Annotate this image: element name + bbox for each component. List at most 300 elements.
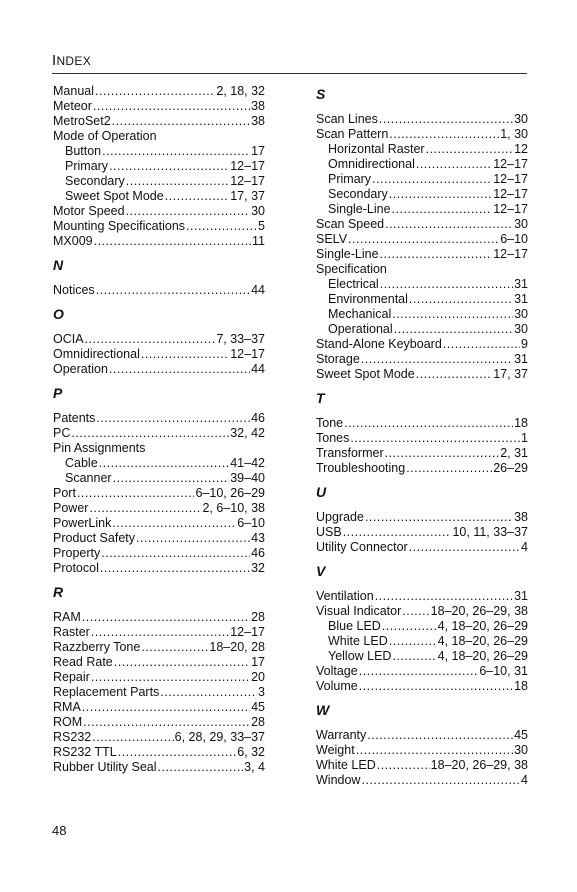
entry-term: Ventilation <box>316 589 374 603</box>
index-entry <box>53 700 265 715</box>
entry-term: Warranty <box>316 728 367 742</box>
dot-leader <box>365 510 513 525</box>
index-subentry <box>316 172 528 187</box>
dot-leader <box>389 127 499 142</box>
entry-term: Manual <box>53 84 94 98</box>
section-letter: U <box>316 484 327 500</box>
entry-term: Voltage <box>316 664 358 678</box>
entry-pages: 11 <box>252 234 265 248</box>
index-subentry <box>316 202 528 217</box>
entry-pages: 12–17 <box>493 247 528 261</box>
index-entry <box>316 525 528 540</box>
section-letter: T <box>316 390 325 406</box>
index-entry <box>316 540 528 555</box>
index-subentry <box>316 157 528 172</box>
dot-leader <box>93 99 250 114</box>
index-entry <box>316 758 528 773</box>
index-subentry <box>53 159 265 174</box>
entry-term: PC <box>53 426 71 440</box>
entry-pages: 45 <box>514 728 528 742</box>
entry-pages: 44 <box>251 362 265 376</box>
entry-term: Transformer <box>316 446 384 460</box>
index-entry <box>316 217 528 232</box>
entry-term: Mechanical <box>328 307 392 321</box>
dot-leader <box>385 217 513 232</box>
entry-pages: 41–42 <box>230 456 265 470</box>
dot-leader <box>141 347 229 362</box>
index-entry <box>316 262 528 277</box>
dot-leader <box>96 411 250 426</box>
dot-leader <box>409 292 513 307</box>
dot-leader <box>406 461 492 476</box>
entry-pages: 18–20, 26–29, 38 <box>430 604 528 618</box>
entry-term: Rubber Utility Seal <box>53 760 157 774</box>
entry-pages: 10, 11, 33–37 <box>452 525 528 539</box>
index-entry <box>316 112 528 127</box>
index-subentry <box>316 307 528 322</box>
entry-term: RMA <box>53 700 81 714</box>
dot-leader <box>344 416 513 431</box>
index-entry <box>316 604 528 619</box>
dot-leader <box>343 525 452 540</box>
index-entry <box>53 625 265 640</box>
dot-leader <box>416 367 493 382</box>
entry-pages: 45 <box>251 700 265 714</box>
index-entry <box>53 760 265 775</box>
index-entry <box>53 501 265 516</box>
index-entry <box>53 441 265 456</box>
dot-leader <box>377 758 430 773</box>
index-entry <box>53 655 265 670</box>
index-subentry <box>316 619 528 634</box>
dot-leader <box>409 540 520 555</box>
index-entry <box>53 426 265 441</box>
dot-leader <box>113 471 230 486</box>
entry-pages: 32 <box>251 561 265 575</box>
entry-pages: 28 <box>251 610 265 624</box>
entry-term: Specification <box>316 262 387 276</box>
dot-leader <box>392 202 493 217</box>
entry-pages: 2, 31 <box>500 446 528 460</box>
entry-term: Mounting Specifications <box>53 219 186 233</box>
entry-term: Port <box>53 486 76 500</box>
dot-leader <box>426 142 514 157</box>
entry-pages: 12–17 <box>230 625 265 639</box>
index-entry <box>316 367 528 382</box>
dot-leader <box>379 112 513 127</box>
index-entry <box>53 283 265 298</box>
entry-pages: 30 <box>251 204 265 218</box>
entry-pages: 12–17 <box>493 172 528 186</box>
entry-term: Product Safety <box>53 531 135 545</box>
entry-term: Meteor <box>53 99 92 113</box>
entry-term: Scan Lines <box>316 112 378 126</box>
index-entry <box>53 670 265 685</box>
index-entry <box>53 84 265 99</box>
entry-pages: 18–20, 28 <box>209 640 265 654</box>
entry-term: Razzberry Tone <box>53 640 141 654</box>
entry-pages: 17 <box>251 655 265 669</box>
dot-leader <box>372 172 492 187</box>
entry-pages: 6–10 <box>237 516 265 530</box>
entry-pages: 6–10, 26–29 <box>195 486 265 500</box>
index-entry <box>316 431 528 446</box>
index-entry <box>53 546 265 561</box>
index-subentry <box>316 649 528 664</box>
entry-term: Property <box>53 546 101 560</box>
section-letter: S <box>316 86 326 102</box>
dot-leader <box>359 679 513 694</box>
entry-term: Cable <box>65 456 98 470</box>
dot-leader <box>186 219 257 234</box>
dot-leader <box>392 649 436 664</box>
entry-term: Omnidirectional <box>328 157 415 171</box>
dot-leader <box>367 728 513 743</box>
dot-leader <box>136 531 250 546</box>
entry-term: Sweet Spot Mode <box>316 367 415 381</box>
entry-term: Troubleshooting <box>316 461 406 475</box>
section-letter: R <box>53 584 64 600</box>
entry-term: Motor Speed <box>53 204 125 218</box>
dot-leader <box>359 664 479 679</box>
dot-leader <box>109 362 250 377</box>
entry-pages: 2, 6–10, 38 <box>202 501 265 515</box>
dot-leader <box>160 685 257 700</box>
entry-term: Environmental <box>328 292 408 306</box>
index-entry <box>316 416 528 431</box>
section-letter: W <box>316 702 330 718</box>
entry-pages: 3 <box>258 685 265 699</box>
entry-term: MX009 <box>53 234 93 248</box>
dot-leader <box>96 283 250 298</box>
dot-leader <box>394 322 513 337</box>
entry-term: White LED <box>316 758 376 772</box>
dot-leader <box>109 159 229 174</box>
dot-leader <box>92 730 173 745</box>
entry-term: RS232 TTL <box>53 745 117 759</box>
index-subentry <box>53 456 265 471</box>
entry-pages: 31 <box>514 292 528 306</box>
index-entry <box>53 204 265 219</box>
entry-term: Repair <box>53 670 90 684</box>
entry-pages: 6–10 <box>500 232 528 246</box>
dot-leader <box>82 700 250 715</box>
dot-leader <box>112 516 236 531</box>
index-subentry <box>316 292 528 307</box>
entry-pages: 12–17 <box>493 202 528 216</box>
dot-leader <box>389 634 437 649</box>
entry-pages: 39–40 <box>230 471 265 485</box>
entry-pages: 4, 18–20, 26–29 <box>437 634 528 648</box>
index-entry <box>316 232 528 247</box>
entry-pages: 32, 42 <box>230 426 265 440</box>
page-header <box>52 52 527 74</box>
index-entry <box>53 234 265 249</box>
index-entry <box>53 685 265 700</box>
entry-pages: 20 <box>251 670 265 684</box>
title-rest: NDEX <box>56 54 92 68</box>
entry-pages: 31 <box>514 589 528 603</box>
entry-pages: 4 <box>521 540 528 554</box>
page-number: 48 <box>52 823 67 838</box>
entry-term: Patents <box>53 411 96 425</box>
entry-term: RS232 <box>53 730 92 744</box>
entry-term: Protocol <box>53 561 99 575</box>
dot-leader <box>91 670 250 685</box>
index-entry <box>316 679 528 694</box>
entry-term: Single-Line <box>328 202 391 216</box>
entry-term: Visual Indicator <box>316 604 402 618</box>
entry-pages: 17 <box>251 144 265 158</box>
index-column-right <box>316 84 528 788</box>
dot-leader <box>375 589 513 604</box>
index-entry <box>53 531 265 546</box>
index-entry <box>53 745 265 760</box>
section-letter: N <box>53 257 64 273</box>
index-entry <box>53 640 265 655</box>
index-entry <box>316 446 528 461</box>
entry-term: Primary <box>65 159 109 173</box>
section-letter: P <box>53 385 63 401</box>
dot-leader <box>126 174 229 189</box>
entry-pages: 6, 28, 29, 33–37 <box>174 730 265 744</box>
dot-leader <box>94 234 251 249</box>
dot-leader <box>77 486 195 501</box>
entry-pages: 28 <box>251 715 265 729</box>
index-subentry <box>316 142 528 157</box>
entry-pages: 5 <box>258 219 265 233</box>
entry-pages: 4 <box>521 773 528 787</box>
dot-leader <box>99 456 230 471</box>
index-subentry <box>316 277 528 292</box>
dot-leader <box>350 431 520 446</box>
entry-term: ROM <box>53 715 83 729</box>
entry-term: Utility Connector <box>316 540 408 554</box>
entry-pages: 3, 4 <box>244 760 265 774</box>
index-entry <box>53 411 265 426</box>
dot-leader <box>100 561 250 576</box>
entry-pages: 12–17 <box>230 159 265 173</box>
entry-term: Scan Pattern <box>316 127 389 141</box>
index-entry <box>316 461 528 476</box>
index-entry <box>316 589 528 604</box>
dot-leader <box>402 604 429 619</box>
entry-term: Pin Assignments <box>53 441 146 455</box>
entry-term: Replacement Parts <box>53 685 160 699</box>
index-subentry <box>53 471 265 486</box>
index-entry <box>53 219 265 234</box>
index-subentry <box>53 144 265 159</box>
dot-leader <box>101 546 250 561</box>
entry-term: Upgrade <box>316 510 364 524</box>
entry-term: RAM <box>53 610 81 624</box>
index-entry <box>53 730 265 745</box>
entry-pages: 46 <box>251 546 265 560</box>
entry-term: Button <box>65 144 102 158</box>
dot-leader <box>165 189 230 204</box>
entry-pages: 30 <box>514 743 528 757</box>
entry-term: Storage <box>316 352 360 366</box>
entry-term: MetroSet2 <box>53 114 111 128</box>
entry-pages: 6, 32 <box>237 745 265 759</box>
entry-term: Yellow LED <box>328 649 392 663</box>
entry-pages: 46 <box>251 411 265 425</box>
index-column-left <box>53 84 265 775</box>
index-entry <box>53 362 265 377</box>
dot-leader <box>83 715 250 730</box>
entry-pages: 12–17 <box>230 174 265 188</box>
entry-term: Stand-Alone Keyboard <box>316 337 442 351</box>
index-subentry <box>53 189 265 204</box>
dot-leader <box>443 337 520 352</box>
entry-term: Tones <box>316 431 350 445</box>
index-entry <box>316 247 528 262</box>
dot-leader <box>392 307 513 322</box>
entry-term: Sweet Spot Mode <box>65 189 164 203</box>
entry-term: Power <box>53 501 89 515</box>
index-subentry <box>53 174 265 189</box>
dot-leader <box>141 640 208 655</box>
entry-pages: 44 <box>251 283 265 297</box>
entry-term: Secondary <box>328 187 388 201</box>
title-initial: I <box>52 52 57 69</box>
dot-leader <box>380 247 493 262</box>
index-entry <box>316 664 528 679</box>
index-entry <box>53 610 265 625</box>
dot-leader <box>389 187 492 202</box>
index-entry <box>53 129 265 144</box>
index-subentry <box>316 187 528 202</box>
entry-term: Volume <box>316 679 358 693</box>
entry-pages: 43 <box>251 531 265 545</box>
index-entry <box>316 510 528 525</box>
entry-pages: 30 <box>514 307 528 321</box>
entry-term: Single-Line <box>316 247 379 261</box>
dot-leader <box>89 501 201 516</box>
entry-pages: 38 <box>514 510 528 524</box>
index-entry <box>53 347 265 362</box>
index-entry <box>53 114 265 129</box>
entry-term: Scanner <box>65 471 112 485</box>
index-entry <box>316 728 528 743</box>
entry-pages: 7, 33–37 <box>216 332 265 346</box>
entry-term: Operation <box>53 362 108 376</box>
entry-pages: 18 <box>514 679 528 693</box>
entry-pages: 9 <box>521 337 528 351</box>
entry-pages: 31 <box>514 277 528 291</box>
entry-term: USB <box>316 525 342 539</box>
dot-leader <box>126 204 251 219</box>
section-letter: V <box>316 563 326 579</box>
entry-term: Window <box>316 773 361 787</box>
entry-term: Secondary <box>65 174 125 188</box>
entry-term: White LED <box>328 634 388 648</box>
dot-leader <box>356 743 513 758</box>
index-subentry <box>316 322 528 337</box>
entry-pages: 30 <box>514 217 528 231</box>
entry-term: Primary <box>328 172 372 186</box>
entry-pages: 4, 18–20, 26–29 <box>437 649 528 663</box>
section-letter: O <box>53 306 64 322</box>
entry-term: Omnidirectional <box>53 347 140 361</box>
dot-leader <box>380 277 513 292</box>
index-entry <box>53 99 265 114</box>
entry-pages: 26–29 <box>493 461 528 475</box>
entry-pages: 18–20, 26–29, 38 <box>430 758 528 772</box>
entry-pages: 12–17 <box>493 187 528 201</box>
index-entry <box>316 337 528 352</box>
entry-pages: 1, 30 <box>500 127 528 141</box>
index-entry <box>316 352 528 367</box>
entry-term: OCIA <box>53 332 84 346</box>
entry-term: Raster <box>53 625 90 639</box>
entry-term: SELV <box>316 232 348 246</box>
entry-pages: 2, 18, 32 <box>216 84 265 98</box>
dot-leader <box>382 619 437 634</box>
entry-pages: 17, 37 <box>493 367 528 381</box>
entry-pages: 38 <box>251 114 265 128</box>
index-entry <box>53 486 265 501</box>
entry-pages: 1 <box>521 431 528 445</box>
entry-pages: 31 <box>514 352 528 366</box>
dot-leader <box>114 655 250 670</box>
entry-pages: 38 <box>251 99 265 113</box>
dot-leader <box>361 352 513 367</box>
dot-leader <box>102 144 250 159</box>
entry-term: Notices <box>53 283 95 297</box>
entry-pages: 4, 18–20, 26–29 <box>437 619 528 633</box>
entry-pages: 17, 37 <box>230 189 265 203</box>
entry-pages: 30 <box>514 322 528 336</box>
page-title <box>52 52 91 69</box>
dot-leader <box>112 114 250 129</box>
entry-term: Weight <box>316 743 355 757</box>
entry-term: Electrical <box>328 277 379 291</box>
index-entry <box>53 516 265 531</box>
dot-leader <box>118 745 236 760</box>
index-entry <box>53 715 265 730</box>
dot-leader <box>361 773 520 788</box>
dot-leader <box>416 157 492 172</box>
entry-pages: 12 <box>514 142 528 156</box>
entry-term: Blue LED <box>328 619 381 633</box>
entry-pages: 6–10, 31 <box>479 664 528 678</box>
entry-term: Scan Speed <box>316 217 385 231</box>
entry-term: PowerLink <box>53 516 112 530</box>
dot-leader <box>348 232 499 247</box>
index-subentry <box>316 634 528 649</box>
dot-leader <box>158 760 244 775</box>
dot-leader <box>82 610 250 625</box>
index-entry <box>316 743 528 758</box>
entry-pages: 12–17 <box>230 347 265 361</box>
entry-pages: 18 <box>514 416 528 430</box>
dot-leader <box>385 446 500 461</box>
dot-leader <box>85 332 216 347</box>
entry-term: Tone <box>316 416 344 430</box>
entry-term: Read Rate <box>53 655 113 669</box>
dot-leader <box>91 625 229 640</box>
index-entry <box>316 773 528 788</box>
dot-leader <box>95 84 215 99</box>
entry-pages: 12–17 <box>493 157 528 171</box>
entry-term: Horizontal Raster <box>328 142 425 156</box>
index-entry <box>316 127 528 142</box>
index-entry <box>53 561 265 576</box>
entry-term: Operational <box>328 322 393 336</box>
entry-term: Mode of Operation <box>53 129 157 143</box>
index-entry <box>53 332 265 347</box>
